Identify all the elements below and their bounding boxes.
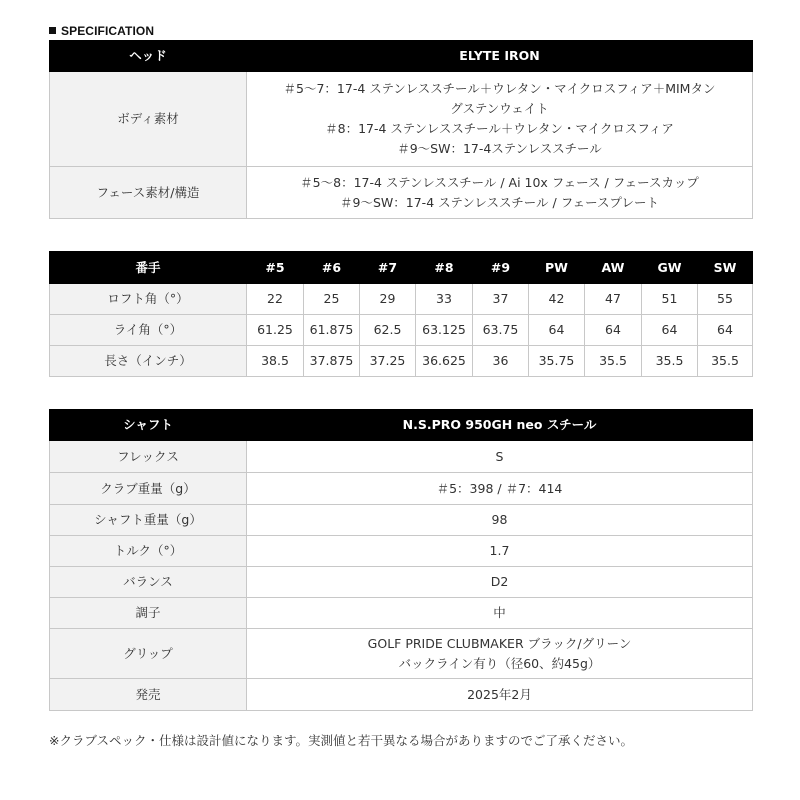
body-material-value bbox=[247, 72, 753, 167]
shaft-weight-row bbox=[50, 505, 753, 536]
table-cell: 63.125 bbox=[416, 315, 473, 346]
row-value: D2 bbox=[247, 567, 753, 598]
table-cell: 25 bbox=[304, 284, 360, 315]
club-weight-row bbox=[50, 473, 753, 505]
table-cell: 35.5 bbox=[698, 346, 753, 377]
flex-row bbox=[50, 441, 753, 473]
table-cell: 51 bbox=[642, 284, 698, 315]
row-label: バランス bbox=[50, 567, 247, 598]
face-material-value bbox=[247, 167, 753, 219]
table-cell: 37 bbox=[473, 284, 529, 315]
table-cell: 47 bbox=[585, 284, 642, 315]
balance-row bbox=[50, 567, 753, 598]
table-cell: 37.25 bbox=[360, 346, 416, 377]
table-cell: 38.5 bbox=[247, 346, 304, 377]
table-cell: 61.25 bbox=[247, 315, 304, 346]
column-header: #8 bbox=[416, 252, 473, 284]
column-header: SW bbox=[698, 252, 753, 284]
table-cell: 33 bbox=[416, 284, 473, 315]
row-label: ライ角（°） bbox=[50, 315, 247, 346]
disclaimer-note: ※クラブスペック・仕様は設計値になります。実測値と若干異なる場合がありますのでご了承ください。 bbox=[49, 733, 633, 748]
face-material-row bbox=[50, 167, 753, 219]
loft-spec-table bbox=[49, 251, 753, 377]
shaft-spec-table bbox=[49, 409, 753, 711]
face-material-line-2: ＃9〜SW：17-4 ステンレススチール / フェースプレート bbox=[340, 194, 659, 210]
kick-point-row bbox=[50, 598, 753, 629]
row-value: S bbox=[247, 441, 753, 473]
row-value: ＃5：398 / ＃7：414 bbox=[247, 473, 753, 505]
table-cell: 63.75 bbox=[473, 315, 529, 346]
table-cell: 35.75 bbox=[529, 346, 585, 377]
table-cell: 62.5 bbox=[360, 315, 416, 346]
table-cell: 36.625 bbox=[416, 346, 473, 377]
column-header: #5 bbox=[247, 252, 304, 284]
table-cell: 35.5 bbox=[585, 346, 642, 377]
shaft-header-label: シャフト bbox=[50, 410, 247, 441]
row-label: シャフト重量（g） bbox=[50, 505, 247, 536]
release-row bbox=[50, 679, 753, 711]
table-cell: 29 bbox=[360, 284, 416, 315]
column-header: #7 bbox=[360, 252, 416, 284]
face-material-label: フェース素材/構造 bbox=[50, 167, 247, 219]
column-header: #6 bbox=[304, 252, 360, 284]
body-material-label: ボディ素材 bbox=[50, 72, 247, 167]
head-header-value: ELYTE IRON bbox=[247, 41, 753, 72]
column-header: #9 bbox=[473, 252, 529, 284]
section-title bbox=[49, 24, 154, 38]
body-material-line-4: ＃9〜SW：17-4ステンレススチール bbox=[397, 141, 602, 156]
row-label: ロフト角（°） bbox=[50, 284, 247, 315]
head-header-label: ヘッド bbox=[50, 41, 247, 72]
torque-row bbox=[50, 536, 753, 567]
row-label: クラブ重量（g） bbox=[50, 473, 247, 505]
table-cell: 37.875 bbox=[304, 346, 360, 377]
row-value: 中 bbox=[247, 598, 753, 629]
row-value: 1.7 bbox=[247, 536, 753, 567]
table-cell: 61.875 bbox=[304, 315, 360, 346]
shaft-header-value: N.S.PRO 950GH neo スチール bbox=[247, 410, 753, 441]
table-cell: 36 bbox=[473, 346, 529, 377]
face-material-line-1: ＃5〜8：17-4 ステンレススチール / Ai 10x フェース / フェースカップ bbox=[300, 174, 699, 190]
row-value: 98 bbox=[247, 505, 753, 536]
body-material-line-3: ＃8：17-4 ステンレススチール＋ウレタン・マイクロスフィア bbox=[325, 121, 674, 136]
row-label: 長さ（インチ） bbox=[50, 346, 247, 377]
column-header: AW bbox=[585, 252, 642, 284]
release-label: 発売 bbox=[50, 679, 247, 711]
table-cell: 64 bbox=[585, 315, 642, 346]
grip-value bbox=[247, 629, 753, 679]
column-header: PW bbox=[529, 252, 585, 284]
table-cell: 35.5 bbox=[642, 346, 698, 377]
lie-row bbox=[50, 315, 753, 346]
body-material-line-1: ＃5〜7：17-4 ステンレススチール＋ウレタン・マイクロスフィア＋MIMタン bbox=[283, 81, 716, 96]
column-header: GW bbox=[642, 252, 698, 284]
row-label: フレックス bbox=[50, 441, 247, 473]
table-cell: 42 bbox=[529, 284, 585, 315]
grip-line-1: GOLF PRIDE CLUBMAKER ブラック/グリーン bbox=[367, 635, 632, 651]
number-header-label: 番手 bbox=[50, 252, 247, 284]
table-cell: 55 bbox=[698, 284, 753, 315]
release-value: 2025年2月 bbox=[247, 679, 753, 711]
grip-label: グリップ bbox=[50, 629, 247, 679]
grip-line-2: バックライン有り（径60、約45g） bbox=[398, 655, 601, 671]
row-label: トルク（°） bbox=[50, 536, 247, 567]
loft-row bbox=[50, 284, 753, 315]
head-spec-table bbox=[49, 40, 753, 219]
square-bullet-icon bbox=[49, 27, 56, 34]
section-title-text: SPECIFICATION bbox=[61, 24, 155, 38]
head-header-row bbox=[50, 41, 753, 72]
number-header-row bbox=[50, 252, 753, 284]
length-row bbox=[50, 346, 753, 377]
table-cell: 64 bbox=[529, 315, 585, 346]
body-material-row bbox=[50, 72, 753, 167]
table-cell: 64 bbox=[642, 315, 698, 346]
grip-row bbox=[50, 629, 753, 679]
table-cell: 22 bbox=[247, 284, 304, 315]
body-material-line-2: グステンウェイト bbox=[450, 101, 549, 116]
shaft-header-row bbox=[50, 410, 753, 441]
row-label: 調子 bbox=[50, 598, 247, 629]
table-cell: 64 bbox=[698, 315, 753, 346]
